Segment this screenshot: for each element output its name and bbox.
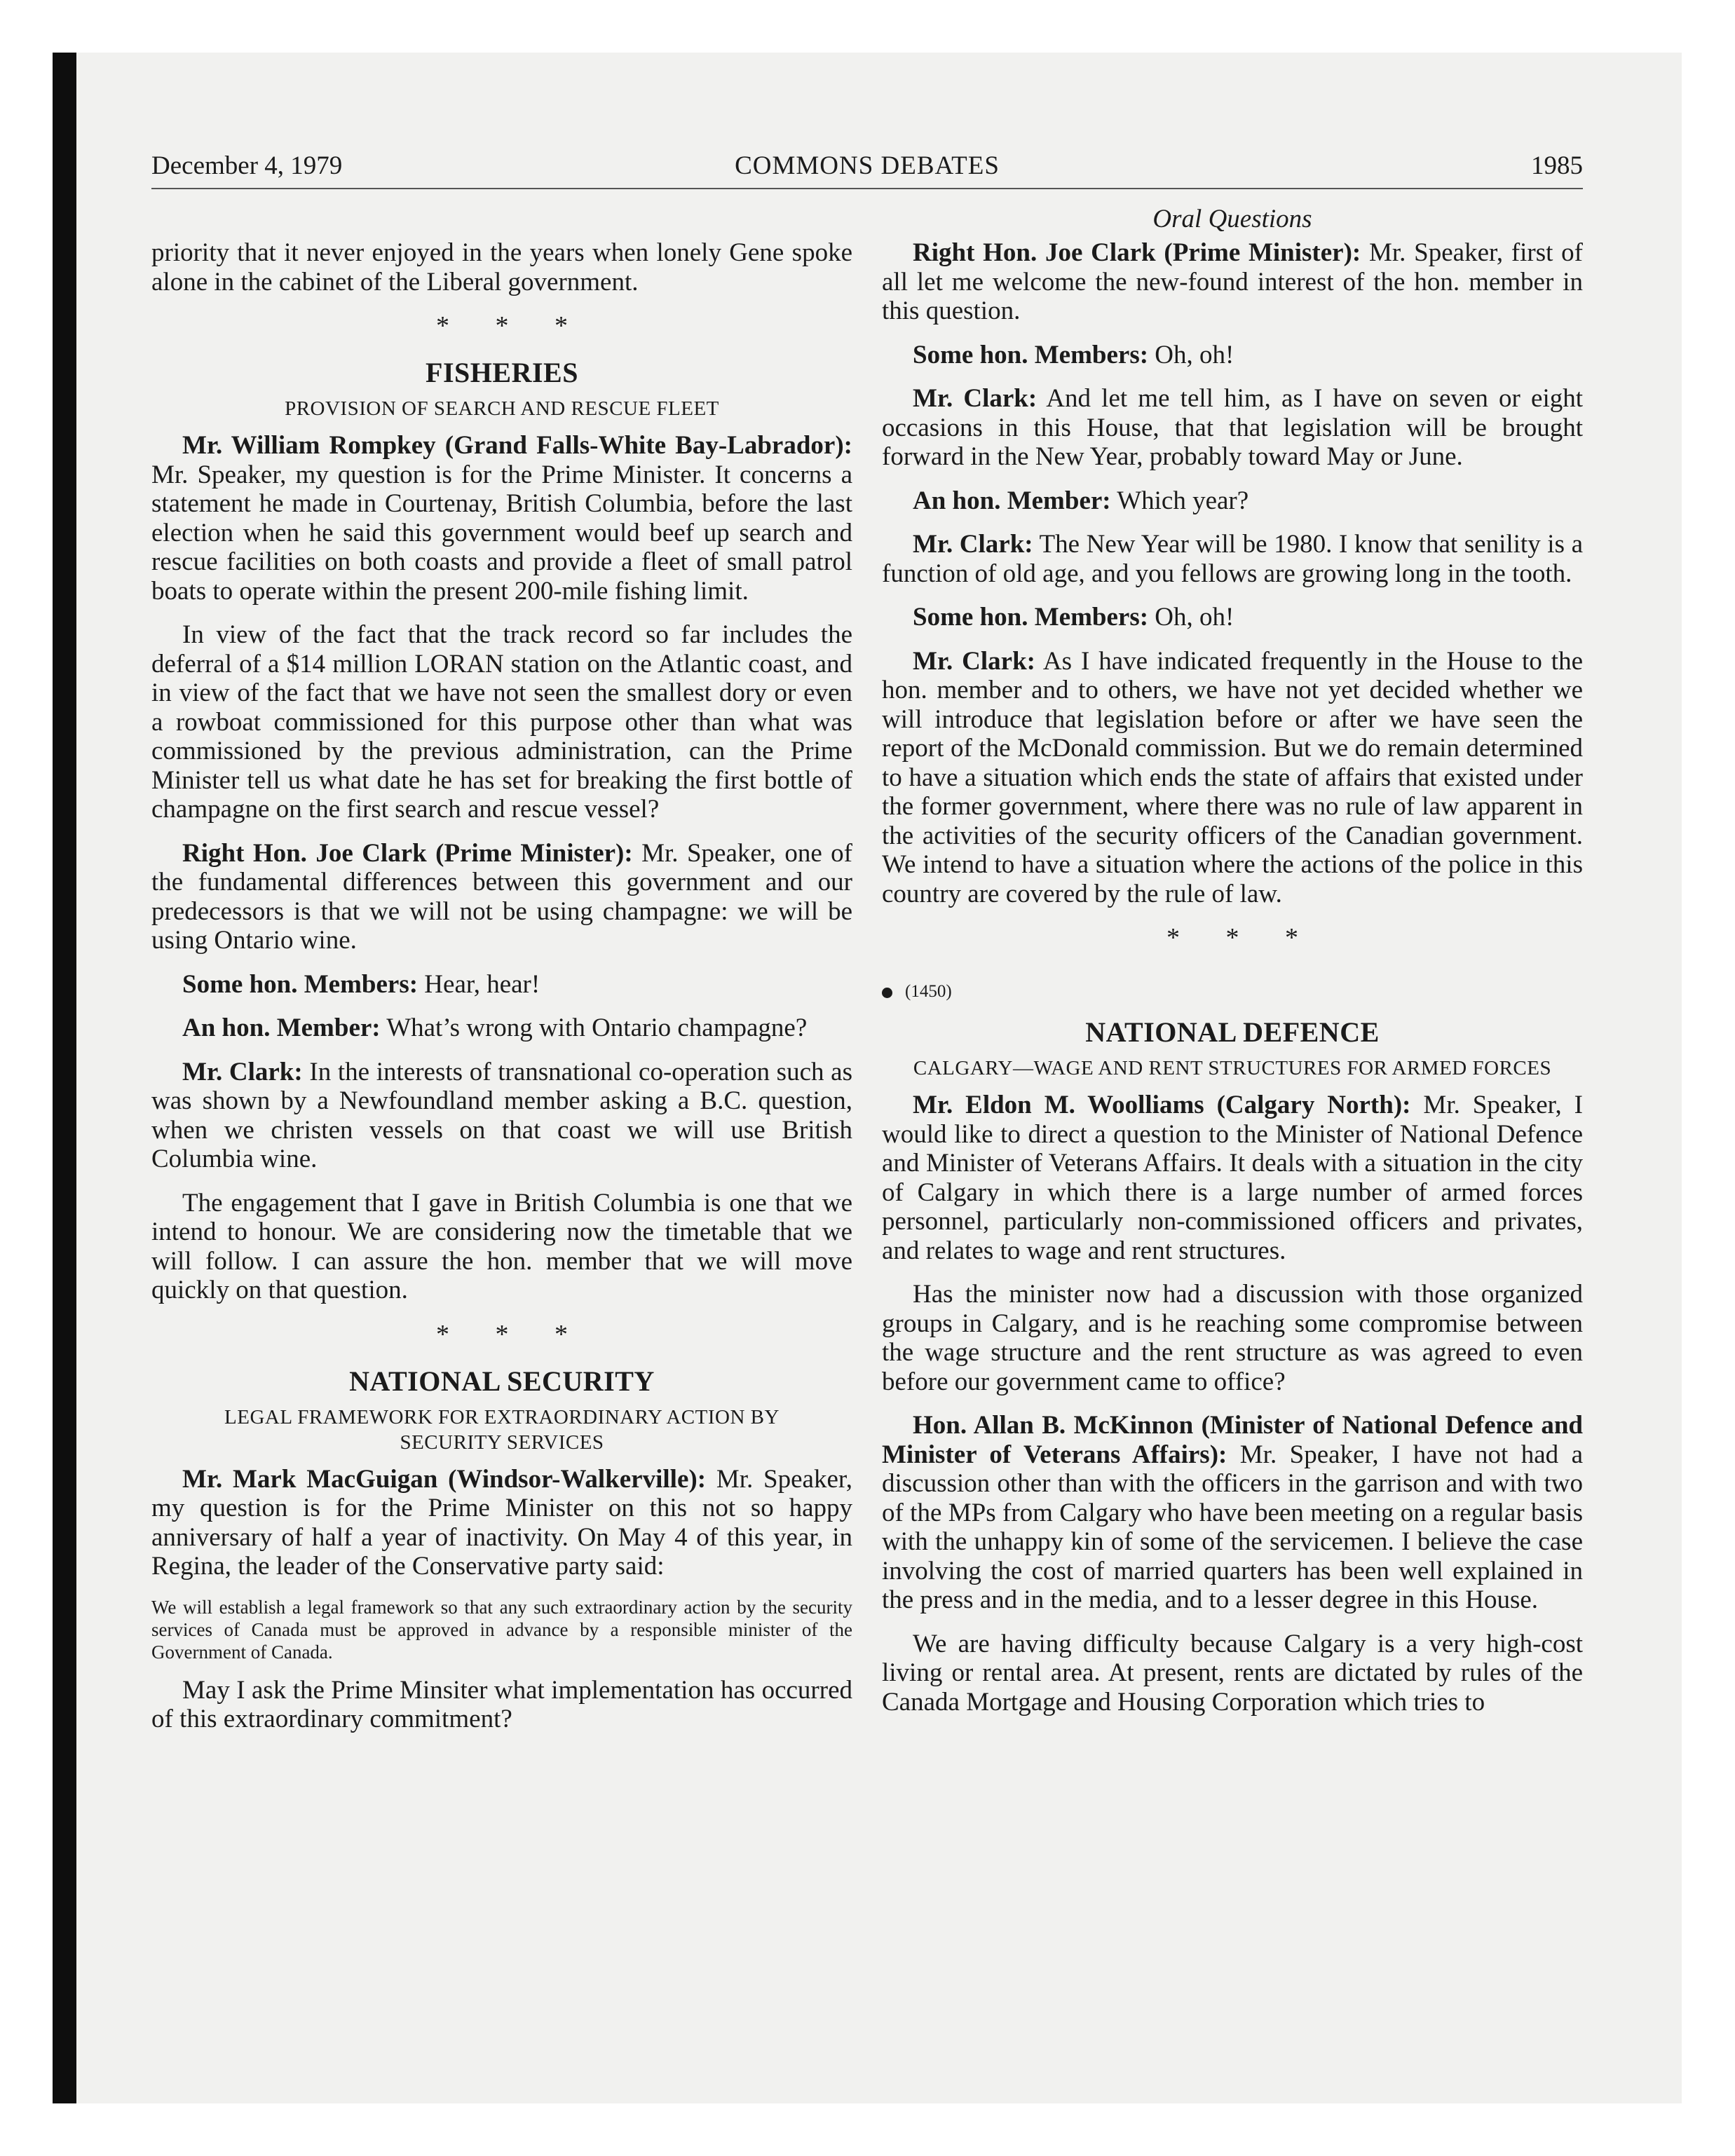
paragraph xyxy=(151,431,852,606)
section-break: * * * xyxy=(436,1319,587,1349)
speaker-name: Mr. William Rompkey (Grand Falls-White Bay-Labrador): xyxy=(182,431,852,460)
header-date: December 4, 1979 xyxy=(151,151,343,180)
paragraph: In view of the fact that the track record so far includes the deferral of a $14 million LORAN station on the Atlantic coast, and in view of the fact that we have not seen the smallest dory or even a rowboat commissioned for this purpose other than what was commissioned by the previous administration, can the Prime Minister tell us what date he has set for breaking the first bottle of champagne on the first search and rescue vessel? xyxy=(151,620,852,824)
paragraph xyxy=(882,530,1583,588)
section-subheading: CALGARY—WAGE AND RENT STRUCTURES FOR ARMED FORCES xyxy=(913,1057,1552,1079)
paragraph xyxy=(882,341,1583,370)
speech-text: Oh, oh! xyxy=(1148,603,1234,632)
paragraph xyxy=(151,1465,852,1581)
paragraph xyxy=(151,970,852,999)
section-heading-fisheries: FISHERIES xyxy=(426,357,578,388)
running-head xyxy=(151,149,1583,189)
speech-text: In the interests of transnational co-operation such as was shown by a Newfoundland member asking a B.C. question, when we christen vessels on that coast we will use British Columbia wine. xyxy=(151,1057,852,1173)
paragraph xyxy=(151,1058,852,1174)
paragraph xyxy=(882,238,1583,326)
paragraph: Has the minister now had a discussion with those organized groups in Calgary, and is he reaching some compromise between the wage structure and the rent structure as was agreed to even before our government came to office? xyxy=(882,1280,1583,1396)
section-label: Oral Questions xyxy=(1152,205,1312,233)
speaker-name: An hon. Member: xyxy=(182,1014,381,1042)
speech-text: Oh, oh! xyxy=(1148,340,1234,369)
time-marker-text: (1450) xyxy=(905,982,952,1001)
block-quote: We will establish a legal framework so that any such extraordinary action by the security services of Canada must be approved in advance by a responsible minister of the Government of Canada. xyxy=(151,1596,852,1663)
speaker-name: Some hon. Members: xyxy=(913,340,1149,369)
subheading-line: LEGAL FRAMEWORK FOR EXTRAORDINARY ACTION BY xyxy=(224,1405,780,1428)
speaker-name: Mr. Eldon M. Woolliams (Calgary North): xyxy=(913,1091,1411,1119)
time-marker xyxy=(882,980,1583,1004)
speaker-name: Some hon. Members: xyxy=(913,603,1149,632)
left-column xyxy=(151,198,852,1749)
paragraph xyxy=(151,839,852,955)
paragraph xyxy=(882,603,1583,632)
speech-text: Mr. Speaker, one of the fundamental differences between this government and our predecessors is that we will not be using champagne: we will be using Ontario wine. xyxy=(151,838,852,955)
section-heading-national-security: NATIONAL SECURITY xyxy=(349,1365,655,1397)
speaker-name: Mr. Mark MacGuigan (Windsor-Walkerville): xyxy=(182,1464,707,1494)
speech-text: Mr. Speaker, I would like to direct a question to the Minister of National Defence and Minister of Veterans Affairs. It deals with a situation in the city of Calgary in which there is a large number of armed forces personnel, particularly non-commissioned officers and privates, and relates to wage and rent structures. xyxy=(882,1091,1583,1265)
paragraph: We are having difficulty because Calgary is a very high-cost living or rental area. At present, rents are dictated by rules of the Canada Mortgage and Housing Corporation which tries to xyxy=(882,1629,1583,1717)
paragraph xyxy=(882,384,1583,472)
speaker-name: Mr. Clark: xyxy=(913,646,1035,676)
page-number: 1985 xyxy=(1531,151,1583,180)
speech-text: What’s wrong with Ontario champagne? xyxy=(380,1014,808,1042)
speaker-name: Right Hon. Joe Clark (Prime Minister): xyxy=(913,238,1361,267)
speaker-name: Mr. Clark: xyxy=(182,1057,303,1086)
section-heading-national-defence: NATIONAL DEFENCE xyxy=(1085,1016,1380,1048)
speech-text: Mr. Speaker, my question is for the Prime Minister on this not so happy anniversary of half a year of inactivity. On May 4 of this year, in Regina, the leader of the Conservative party said: xyxy=(151,1464,852,1581)
section-break: * * * xyxy=(436,311,587,341)
speaker-name: Some hon. Members: xyxy=(182,969,419,999)
scan-edge xyxy=(53,53,76,2103)
speech-text: Which year? xyxy=(1110,486,1249,515)
bullet-icon xyxy=(882,988,892,998)
paragraph: priority that it never enjoyed in the years when lonely Gene spoke alone in the cabinet of the Liberal government. xyxy=(151,238,852,296)
paragraph xyxy=(882,1411,1583,1615)
section-subheading: PROVISION OF SEARCH AND RESCUE FLEET xyxy=(285,397,719,420)
speaker-name: Mr. Clark: xyxy=(913,384,1037,413)
right-column xyxy=(882,198,1583,1731)
paragraph xyxy=(151,1014,852,1043)
paragraph xyxy=(882,1091,1583,1265)
paragraph xyxy=(882,486,1583,516)
speech-text: As I have indicated frequently in the House to the hon. member and to others, we have not yet decided whether we will introduce that legislation before or after we have seen the report of the McDonald commission. But we do remain determined to have a situation which ends the state of affairs that existed under the former government, where there was no rule of law apparent in the activities of the security officers of the Canadian government. We intend to have a situation where the actions of the police in this country are covered by the rule of law. xyxy=(882,646,1583,908)
section-break: * * * xyxy=(1166,923,1318,953)
subheading-line: SECURITY SERVICES xyxy=(400,1431,604,1454)
speaker-name: Right Hon. Joe Clark (Prime Minister): xyxy=(182,838,633,868)
speaker-name: An hon. Member: xyxy=(913,486,1111,515)
header-title: COMMONS DEBATES xyxy=(735,151,1000,180)
speech-text: Mr. Speaker, first of all let me welcome the new-found interest of the hon. member in this question. xyxy=(882,238,1583,325)
paragraph xyxy=(882,647,1583,909)
speech-text: Mr. Speaker, I have not had a discussion other than with the officers in the garrison and with two of the MPs from Calgary who have been meeting on a regular basis with the unhappy kin of some of the servicemen. I believe the case involving the cost of married quarters has been well explained in the press and in the media, and to a lesser degree in this House. xyxy=(882,1440,1584,1614)
speech-text: Hear, hear! xyxy=(418,969,540,999)
speech-text: The New Year will be 1980. I know that senility is a function of old age, and you fellows are growing long in the tooth. xyxy=(882,530,1583,588)
speech-text: Mr. Speaker, my question is for the Prime Minister. It concerns a statement he made in Courtenay, British Columbia, before the last election when he said this government would beef up search and rescue facilities on both coasts and provide a fleet of small patrol boats to operate within the present 200-mile fishing limit. xyxy=(151,460,852,606)
paragraph: May I ask the Prime Minsiter what implementation has occurred of this extraordinary commitment? xyxy=(151,1675,852,1733)
section-subheading xyxy=(151,1405,852,1455)
speech-text: And let me tell him, as I have on seven or eight occasions in this House, that that legislation will be brought forward in the New Year, probably toward May or June. xyxy=(882,384,1584,471)
paragraph: The engagement that I gave in British Columbia is one that we intend to honour. We are considering now the timetable that we will follow. I can assure the hon. member that we will move quickly on that question. xyxy=(151,1188,852,1304)
speaker-name: Hon. Allan B. McKinnon (Minister of National Defence and Minister of Veterans Affairs): xyxy=(882,1411,1583,1469)
speaker-name: Mr. Clark: xyxy=(913,530,1033,559)
